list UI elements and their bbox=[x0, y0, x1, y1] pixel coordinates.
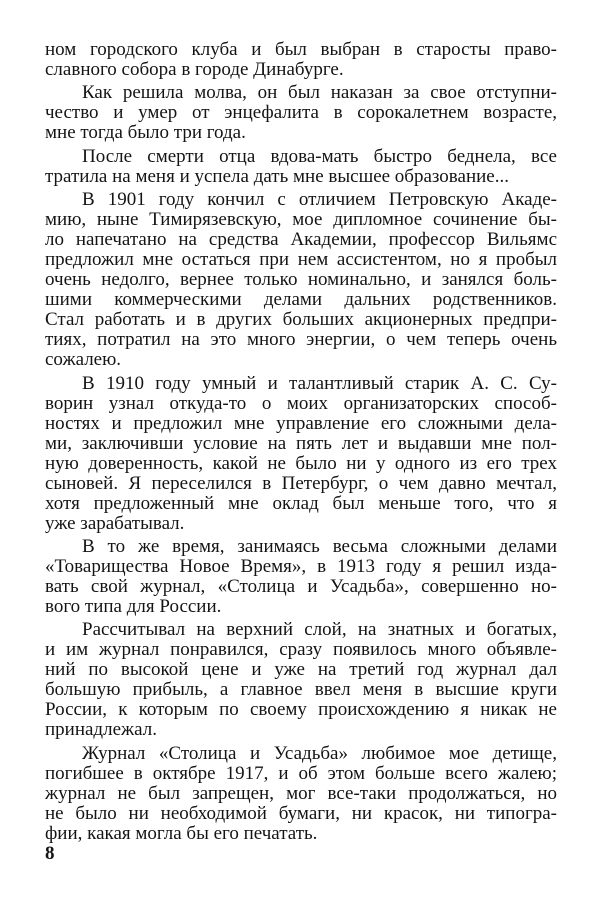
text-line: предложил мне остаться при нем ассистентом, но я пробыл bbox=[45, 249, 557, 271]
text-line: славного собора в городе Динабурге. bbox=[45, 59, 344, 80]
text-line: не было ни необходимой бумаги, ни красок, ни типогра- bbox=[45, 802, 557, 824]
page-text bbox=[45, 40, 557, 844]
text-line: Стал работать и в других больших акционерных предпри- bbox=[45, 309, 557, 331]
paragraph bbox=[45, 83, 557, 143]
text-line: шими коммерческими делами дальних родственников. bbox=[45, 289, 557, 311]
text-line: Рассчитывал на верхний слой, на знатных и богатых, bbox=[82, 619, 557, 641]
text-line: ностях и предложил мне управление его сложными дела- bbox=[45, 412, 557, 434]
text-line: сожалею. bbox=[45, 349, 122, 371]
text-line: очень недолго, вернее только номинально, и занялся боль- bbox=[45, 269, 557, 291]
text-line: ворин узнал откуда-то о моих организаторских способ- bbox=[45, 392, 557, 414]
text-line: мию, ныне Тимирязевскую, мое дипломное сочинение бы- bbox=[45, 209, 557, 231]
text-line: ний по высокой цене и уже на третий год журнал дал bbox=[45, 659, 557, 681]
text-line: тиях, потратил на это много энергии, о чем теперь очень bbox=[45, 329, 557, 351]
paragraph bbox=[45, 537, 557, 617]
text-line: уже зарабатывал. bbox=[45, 512, 185, 534]
text-line: ло напечатано на средства Академии, профессор Вильямс bbox=[45, 229, 557, 251]
text-line: В 1910 году умный и талантливый старик А. С. Су- bbox=[82, 372, 557, 394]
text-line: погибшее в октябре 1917, и об этом больше всего жалею; bbox=[45, 762, 557, 784]
text-line: фии, какая могла бы его печатать. bbox=[45, 822, 318, 844]
text-line: сыновей. Я переселился в Петербург, о чем давно мечтал, bbox=[45, 472, 557, 494]
paragraph bbox=[45, 374, 557, 534]
text-line: вать свой журнал, «Столица и Усадьба», совершенно но- bbox=[45, 575, 557, 597]
text-line: чество и умер от энцефалита в сорокалетнем возрасте, bbox=[45, 102, 557, 124]
paragraph bbox=[45, 190, 557, 370]
paragraph bbox=[45, 40, 557, 80]
text-line: Журнал «Столица и Усадьба» любимое мое детище, bbox=[82, 742, 557, 764]
page-number: 8 bbox=[45, 843, 55, 864]
text-line: Как решила молва, он был наказан за свое отступни- bbox=[82, 82, 557, 104]
paragraph bbox=[45, 744, 557, 844]
text-line: и им журнал понравился, сразу появилось много объявле- bbox=[45, 639, 557, 661]
text-line: ми, заключивши условие на пять лет и выдавши мне пол- bbox=[45, 432, 557, 454]
text-line: ную доверенность, какой не было ни у одного из его трех bbox=[45, 452, 557, 474]
paragraph bbox=[45, 620, 557, 740]
text-line: В 1901 году кончил с отличием Петровскую Акаде- bbox=[82, 189, 557, 211]
text-line: В то же время, занимаясь весьма сложными делами bbox=[82, 535, 557, 557]
text-line: принадлежал. bbox=[45, 719, 157, 741]
text-line: тратила на меня и успела дать мне высшее образование... bbox=[45, 165, 509, 187]
text-line: вого типа для России. bbox=[45, 595, 222, 617]
text-line: хотя предложенный мне оклад был меньше того, что я bbox=[45, 492, 557, 514]
text-line: ном городского клуба и был выбран в старосты право- bbox=[45, 39, 557, 60]
paragraph bbox=[45, 147, 557, 187]
text-line: журнал не был запрещен, мог все-таки продолжаться, но bbox=[45, 782, 557, 804]
text-line: После смерти отца вдова-мать быстро беднела, все bbox=[82, 145, 557, 167]
text-line: «Товарищества Новое Время», в 1913 году я решил изда- bbox=[45, 555, 557, 577]
text-line: большую прибыль, а главное ввел меня в высшие круги bbox=[45, 679, 557, 701]
text-line: мне тогда было три года. bbox=[45, 122, 246, 144]
text-line: России, к которым по своему происхождению я никак не bbox=[45, 699, 557, 721]
